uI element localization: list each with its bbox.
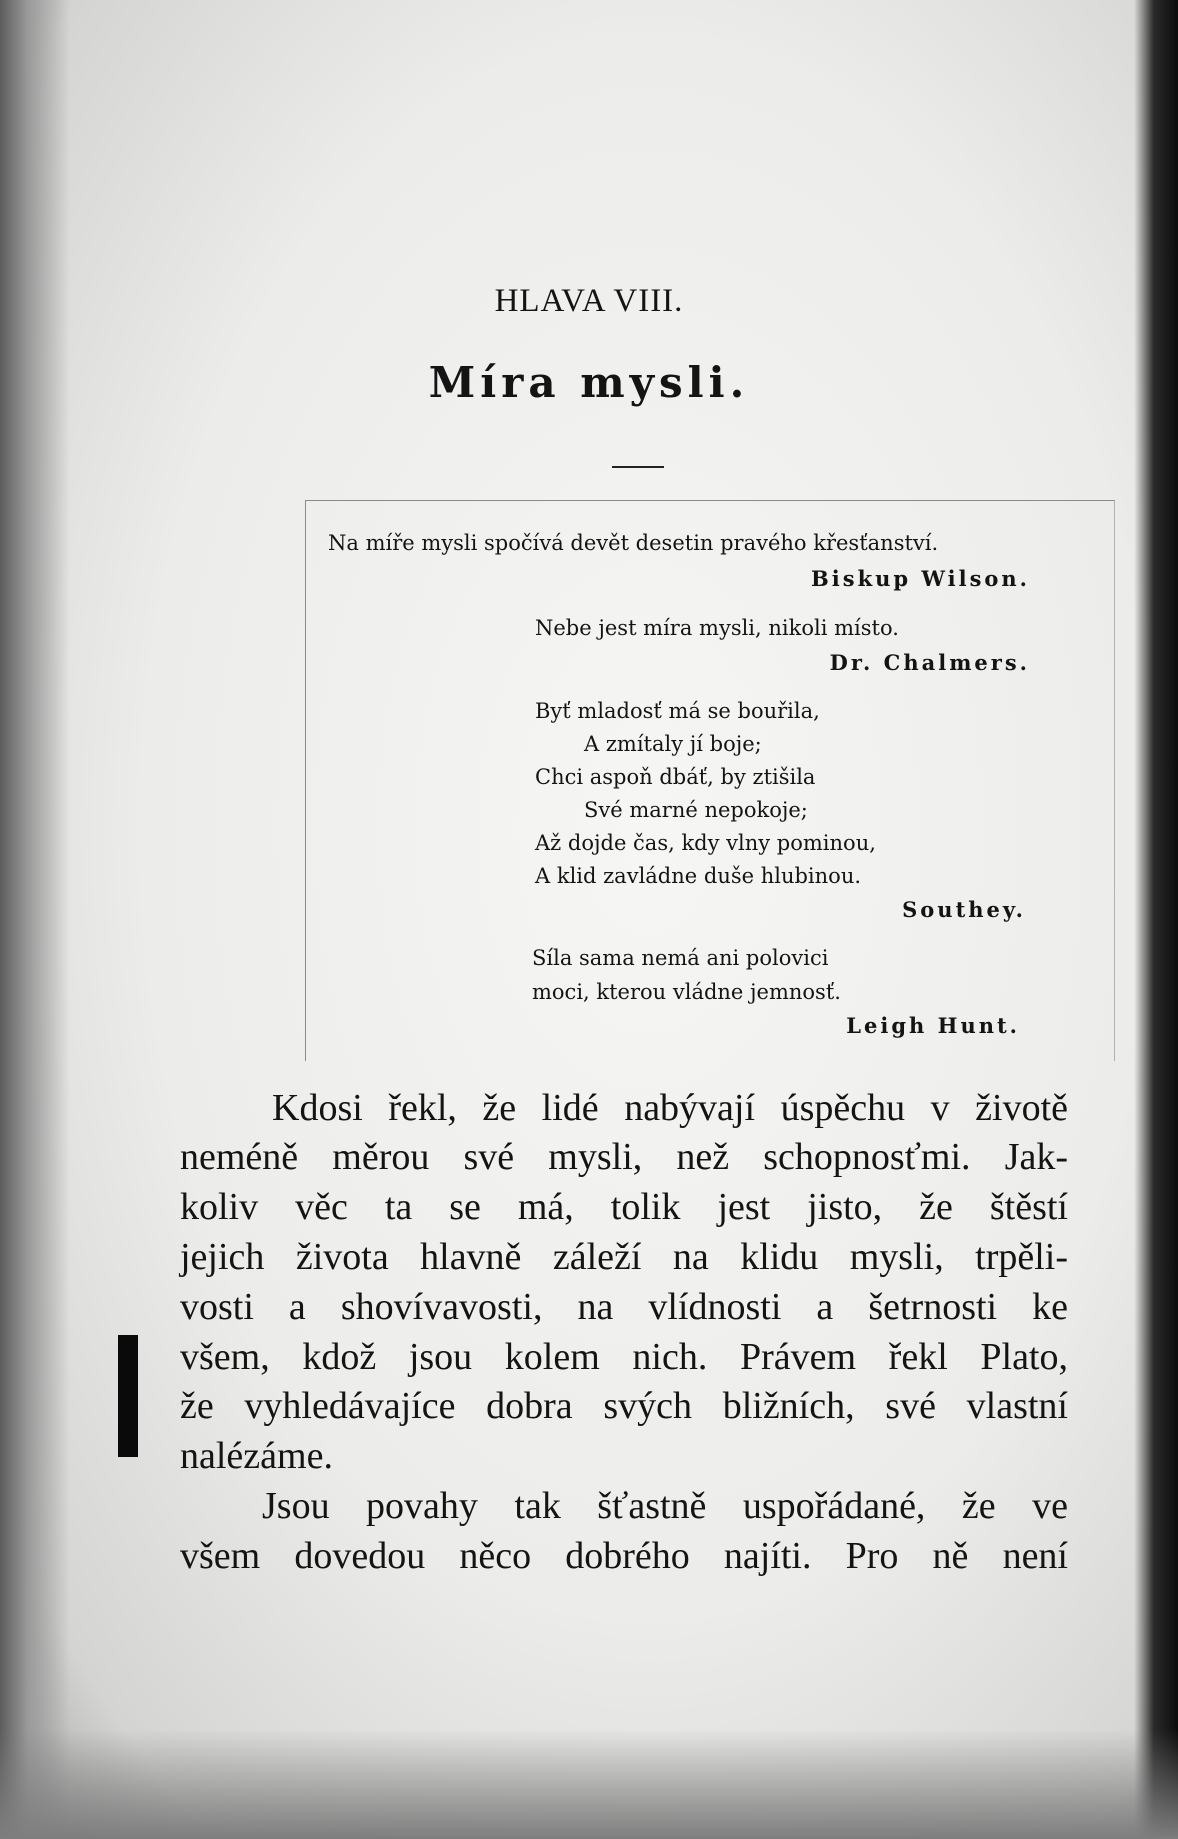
chapter-title: Míra mysli. — [428, 358, 750, 407]
title-rule — [612, 466, 664, 468]
body-line-5: vosti a shovívavosti, na vlídnosti a šetrnosti ke — [180, 1286, 1068, 1328]
epigraph-1-attribution: Biskup Wilson. — [811, 566, 1030, 591]
epigraph-2-attribution: Dr. Chalmers. — [829, 650, 1030, 675]
body-line-8: nalézáme. — [180, 1435, 333, 1477]
epigraph-3-line-4: Své marné nepokoje; — [584, 798, 808, 822]
epigraph-3-line-6: A klid zavládne duše hlubinou. — [535, 864, 862, 888]
body-line-6: všem, kdož jsou kolem nich. Právem řekl Plato, — [180, 1336, 1068, 1378]
body-line-9: Jsou povahy tak šťastně uspořádané, že ve — [262, 1485, 1068, 1527]
epigraph-4-line-1: Síla sama nemá ani polovici — [532, 946, 829, 970]
epigraph-3-line-5: Až dojde čas, kdy vlny pominou, — [535, 831, 876, 855]
body-line-3: koliv věc ta se má, tolik jest jisto, že štěstí — [180, 1186, 1068, 1228]
epigraph-3-line-2: A zmítaly jí boje; — [584, 732, 762, 756]
chapter-heading: HLAVA VIII. — [494, 283, 684, 319]
epigraph-4-attribution: Leigh Hunt. — [846, 1013, 1020, 1038]
epigraph-3-line-1: Byť mladosť má se bouřila, — [535, 699, 820, 723]
epigraph-2-line-1: Nebe jest míra mysli, nikoli místo. — [535, 616, 899, 640]
epigraph-3-line-3: Chci aspoň dbáť, by ztišila — [535, 765, 816, 789]
epigraph-3-attribution: Southey. — [902, 897, 1026, 922]
body-line-7: že vyhledávajíce dobra svých bližních, své vlastní — [180, 1385, 1068, 1427]
body-line-10: všem dovedou něco dobrého najíti. Pro ně není — [180, 1535, 1068, 1577]
body-line-2: neméně měrou své mysli, než schopnosťmi. Jak- — [180, 1136, 1068, 1178]
bottom-scan-shadow — [0, 1729, 1178, 1839]
margin-ink-mark — [118, 1335, 138, 1457]
body-line-1: Kdosi řekl, že lidé nabývají úspěchu v životě — [272, 1087, 1068, 1129]
right-scan-shadow — [1134, 0, 1178, 1839]
body-line-4: jejich života hlavně záleží na klidu mysli, trpěli- — [180, 1236, 1068, 1278]
epigraph-1-line-1: Na míře mysli spočívá devět desetin pravého křesťanství. — [328, 531, 939, 555]
left-scan-shadow — [0, 0, 70, 1839]
epigraph-4-line-2: moci, kterou vládne jemnosť. — [532, 980, 841, 1004]
